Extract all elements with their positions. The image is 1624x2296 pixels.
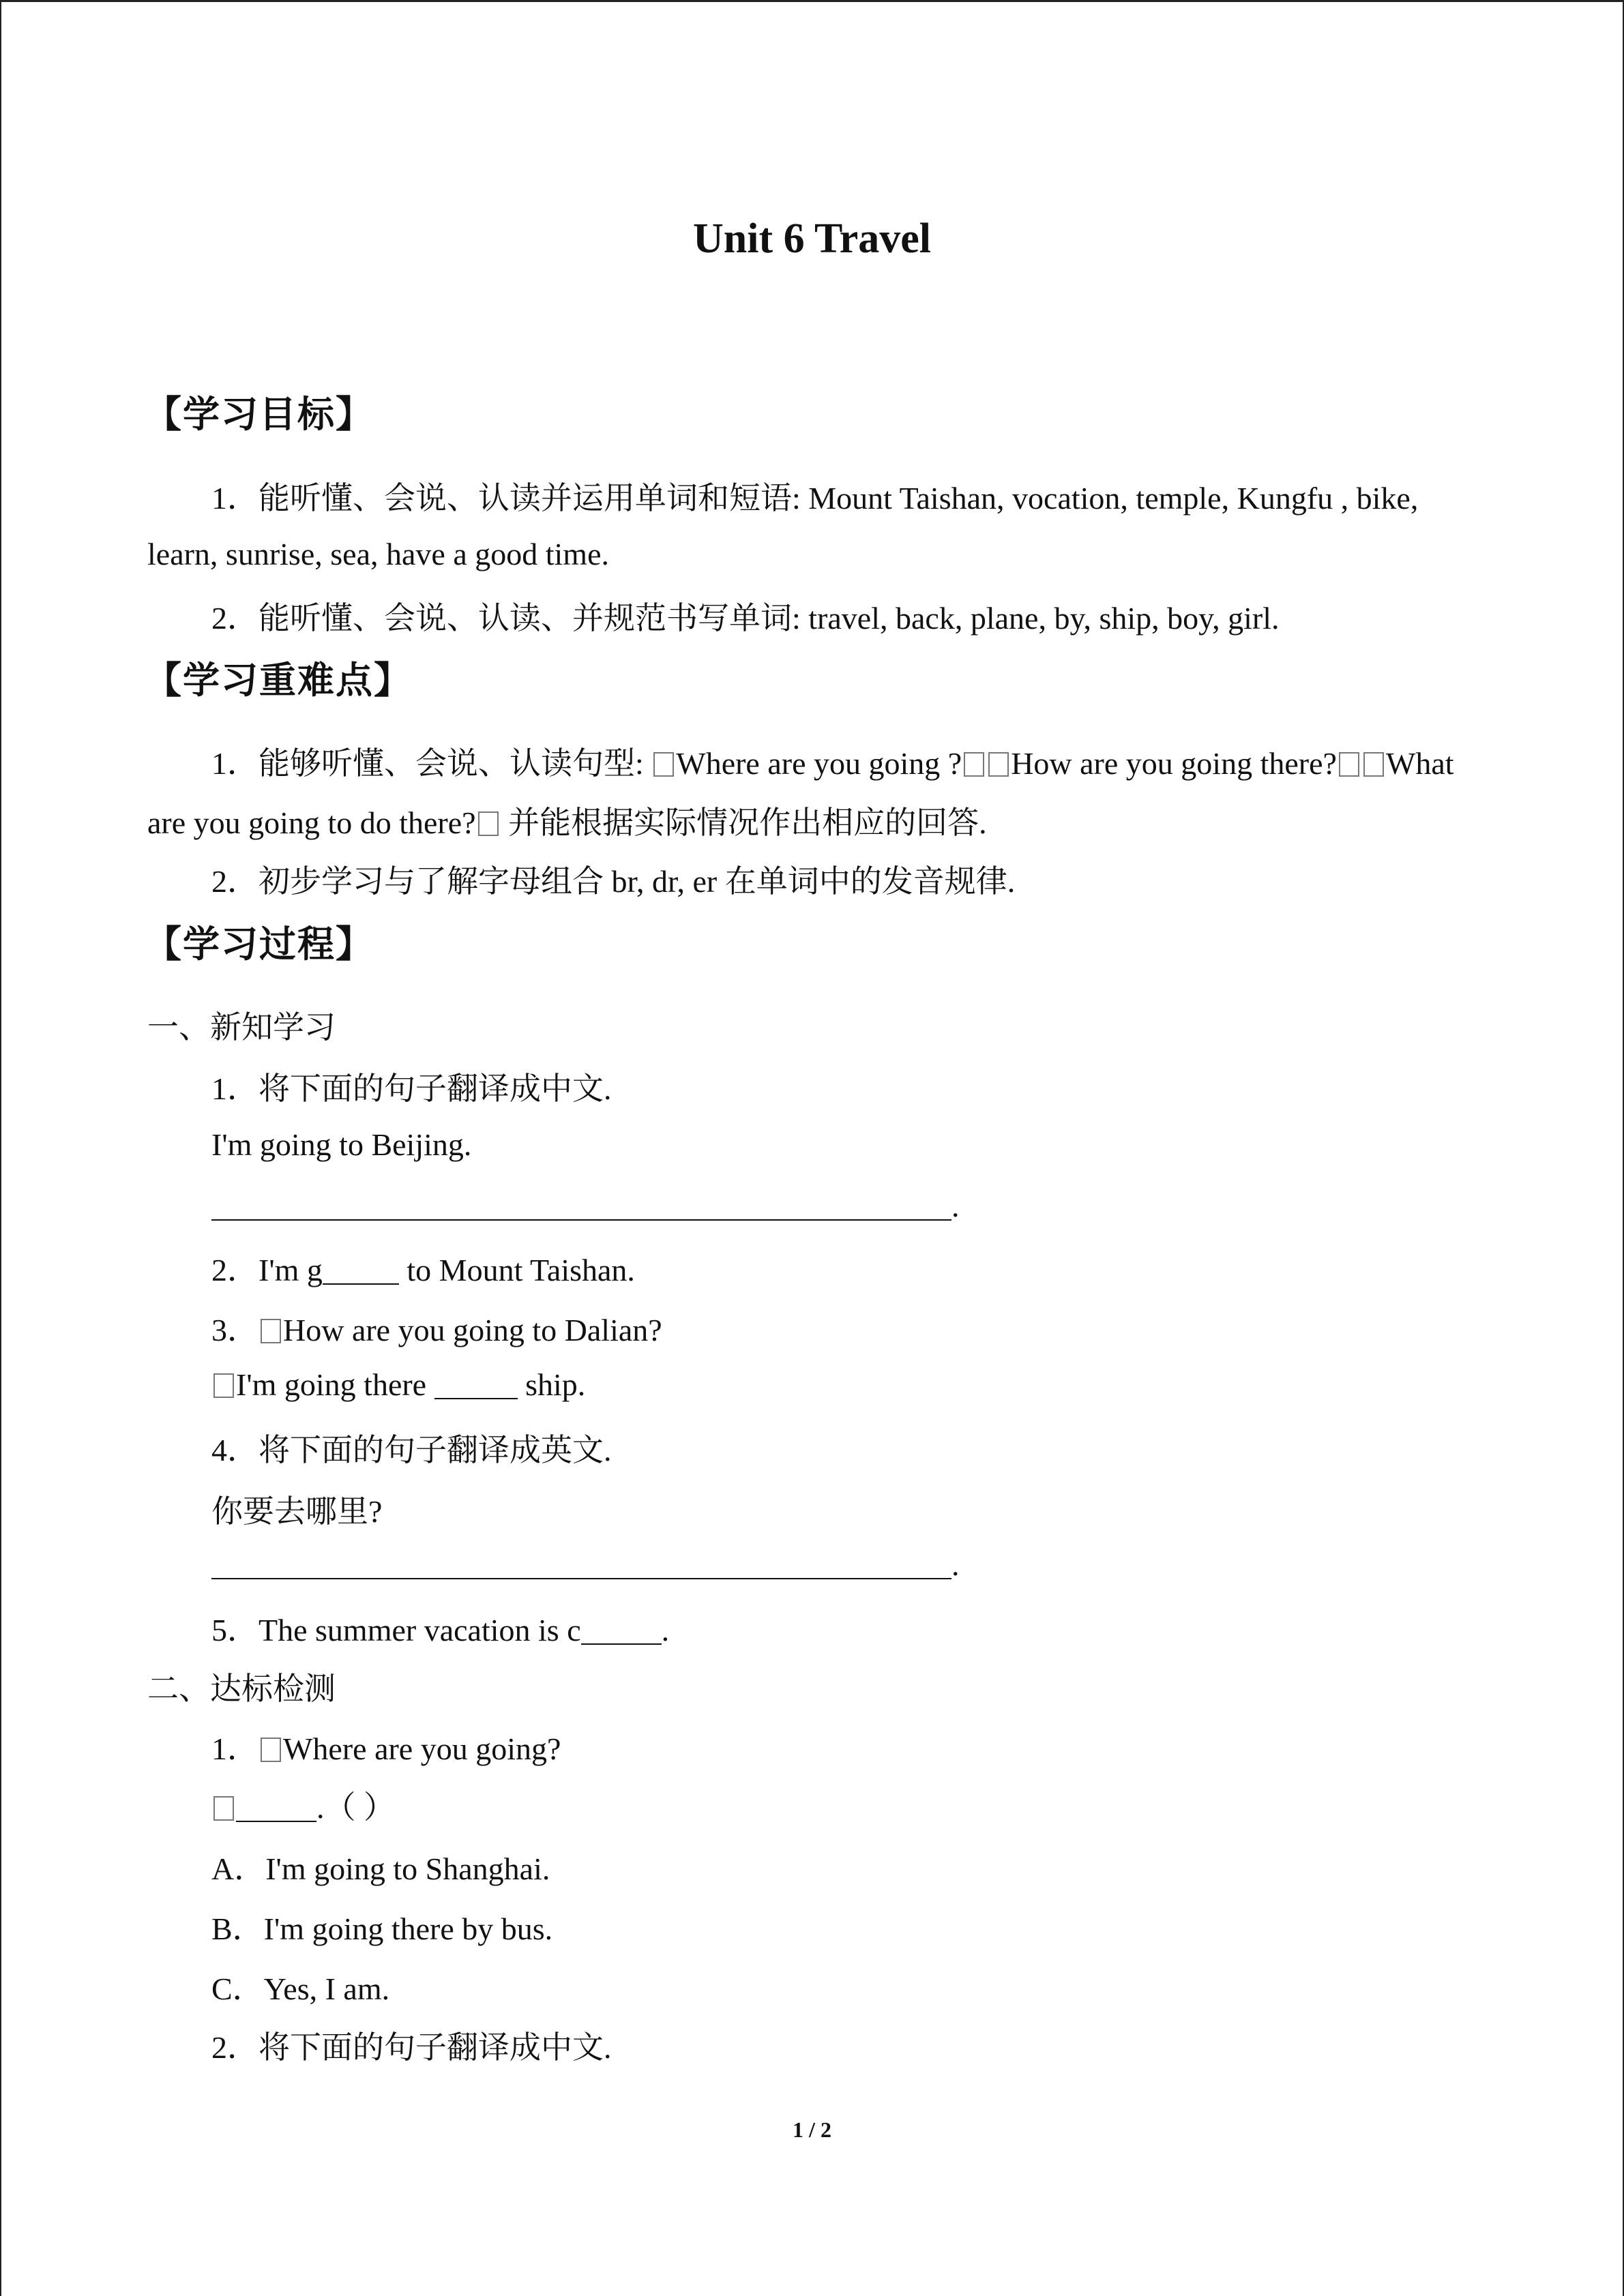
part-2-q1-prefix: 1． <box>211 1731 259 1766</box>
section-heading-key-points: 【学习重难点】 <box>145 660 412 701</box>
part-2-q1-answer <box>211 1783 395 1828</box>
goals-item-1-line-1: 1．能听懂、会说、认读并运用单词和短语: Mount Taishan, vocation, temple, Kungfu , bike, <box>211 481 1419 516</box>
part-1-q3-question-text: How are you going to Dalian? <box>283 1313 662 1347</box>
part-1-q4-sentence: 你要去哪里? <box>211 1494 383 1529</box>
sentence-pattern-2: How are you going there? <box>1011 746 1337 781</box>
goals-item-2: 2．能听懂、会说、认读、并规范书写单词: travel, back, plane, by, ship, boy, girl. <box>211 601 1280 636</box>
part-1-q4-answer-line: . <box>211 1547 960 1583</box>
part-1-q3-question <box>211 1305 662 1350</box>
sentence-pattern-3-end: are you going to do there? <box>147 805 476 840</box>
part-1-q2-suffix: to Mount Taishan. <box>398 1253 635 1287</box>
part-1-q4-prompt: 4．将下面的句子翻译成英文. <box>211 1433 612 1467</box>
part-1-heading: 一、新知学习 <box>147 1010 336 1045</box>
option-c: C．Yes, I am. <box>211 1971 390 2006</box>
missing-glyph-box <box>261 1738 281 1762</box>
part-1-q1-sentence: I'm going to Beijing. <box>211 1127 472 1162</box>
part-2-heading: 二、达标检测 <box>147 1671 336 1706</box>
part-2-q1-question-text: Where are you going? <box>283 1731 561 1766</box>
answer-blank[interactable] <box>434 1371 518 1399</box>
answer-blank[interactable] <box>211 1551 951 1579</box>
key-points-item-1-line-2 <box>147 798 987 843</box>
missing-glyph-box <box>213 1796 234 1821</box>
answer-blank[interactable] <box>236 1793 316 1822</box>
missing-glyph-box <box>478 811 499 836</box>
missing-glyph-box <box>988 752 1009 777</box>
part-2-q2-prompt: 2．将下面的句子翻译成中文. <box>211 2030 612 2065</box>
part-1-q5-prefix: 5．The summer vacation is c <box>211 1613 581 1648</box>
part-2-q1-answer-suffix: .（ ） <box>316 1790 395 1825</box>
document-title: Unit 6 Travel <box>692 215 932 262</box>
option-a: A．I'm going to Shanghai. <box>211 1851 550 1886</box>
missing-glyph-box <box>213 1373 234 1398</box>
answer-blank[interactable] <box>323 1256 399 1285</box>
page-number: 1 / 2 <box>793 2117 831 2142</box>
part-1-q5 <box>211 1605 669 1650</box>
section-heading-process: 【学习过程】 <box>145 924 374 965</box>
option-b: B．I'm going there by bus. <box>211 1911 553 1946</box>
missing-glyph-box <box>261 1319 281 1343</box>
sentence-pattern-3-start: What <box>1385 746 1454 781</box>
missing-glyph-box <box>1363 752 1384 777</box>
key-points-item-2: 2．初步学习与了解字母组合 br, dr, er 在单词中的发音规律. <box>211 864 1016 899</box>
part-1-q1-prompt: 1．将下面的句子翻译成中文. <box>211 1071 612 1106</box>
part-1-q3-answer-suffix: ship. <box>517 1367 586 1402</box>
missing-glyph-box <box>653 752 674 777</box>
key-points-item-1-line-1 <box>211 739 1454 784</box>
key-points-item-1-tail: 并能根据实际情况作出相应的回答. <box>500 805 987 840</box>
answer-blank[interactable] <box>211 1192 951 1221</box>
part-1-q5-suffix: . <box>661 1613 670 1648</box>
part-1-q3-answer <box>211 1367 585 1403</box>
part-1-q1-answer-line: . <box>211 1188 960 1224</box>
goals-item-1-line-2: learn, sunrise, sea, have a good time. <box>147 537 609 571</box>
sentence-pattern-1: Where are you going ? <box>676 746 962 781</box>
missing-glyph-box <box>964 752 984 777</box>
part-2-q1-question <box>211 1724 561 1769</box>
part-1-q2-prefix: 2．I'm g <box>211 1253 323 1287</box>
part-1-q2 <box>211 1245 635 1290</box>
missing-glyph-box <box>1339 752 1359 777</box>
part-1-q3-prefix: 3． <box>211 1313 259 1347</box>
part-1-q3-answer-prefix: I'm going there <box>236 1367 434 1402</box>
section-heading-goals: 【学习目标】 <box>145 394 374 435</box>
key-points-item-1-prefix: 1．能够听懂、会说、认读句型: <box>211 746 652 781</box>
answer-blank[interactable] <box>581 1616 662 1645</box>
